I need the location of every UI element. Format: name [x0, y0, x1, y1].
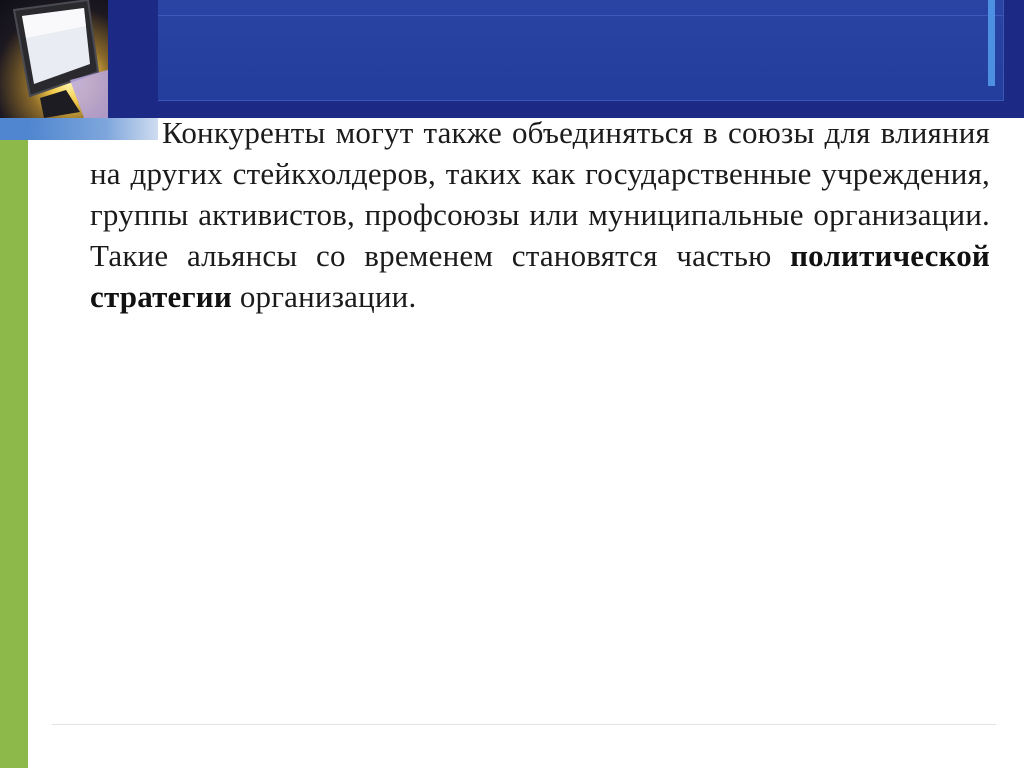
body-paragraph	[90, 112, 990, 317]
footer-divider	[52, 724, 996, 725]
body-text-end: организации.	[231, 279, 417, 314]
header-panel	[158, 0, 1004, 101]
computer-monitor-icon	[0, 0, 108, 118]
header-accent-bar	[988, 0, 995, 86]
body-text: Конкуренты могут также объединяться в союзы для влияния на других стейкхолдеров, таких как государственные учреждения, группы активистов, профсоюзы или муниципальные организации. Такие альянсы со временем становятся частью	[90, 115, 990, 273]
body-text-bold: политической стратегии	[90, 238, 990, 314]
header-edge-line	[1003, 0, 1004, 100]
left-accent-bar	[0, 140, 28, 768]
header-divider	[158, 15, 1004, 16]
